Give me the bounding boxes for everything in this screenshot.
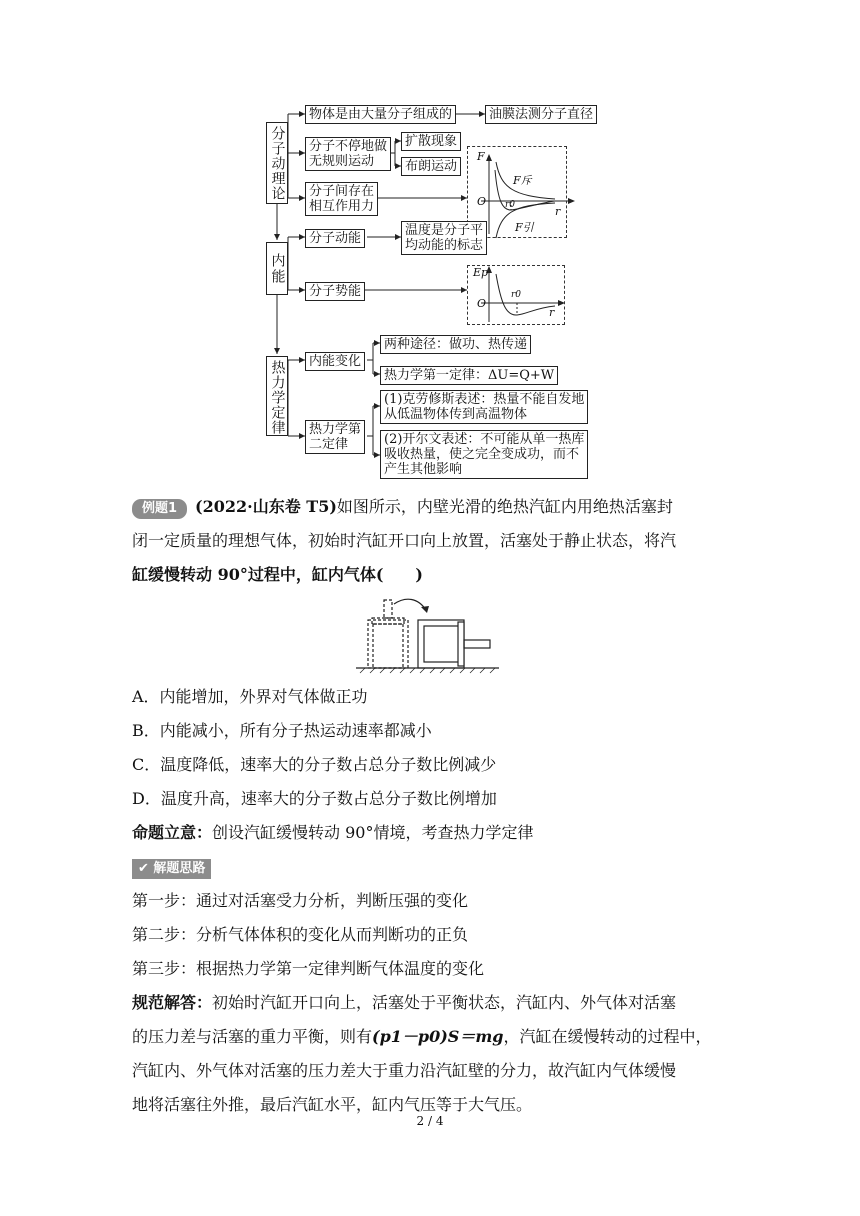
step-3: 第三步：根据热力学第一定律判断气体温度的变化 bbox=[132, 959, 485, 978]
answer-line-1: 规范解答：初始时汽缸开口向上，活塞处于平衡状态，汽缸内、外气体对活塞 bbox=[132, 993, 677, 1012]
step-1: 第一步：通过对活塞受力分析，判断压强的变化 bbox=[132, 891, 469, 910]
node-diffusion: 扩散现象 bbox=[401, 132, 461, 151]
node-two-ways: 两种途径：做功、热传递 bbox=[380, 335, 531, 354]
stem-line-1: 例题1 (2022·山东卷 T5)如图所示，内壁光滑的绝热汽缸内用绝热活塞封 bbox=[132, 490, 738, 524]
node-label: 热力学定律 bbox=[269, 360, 286, 435]
cylinder-figure bbox=[354, 594, 504, 674]
knowledge-map bbox=[255, 98, 615, 477]
graph-label-Fatt: F引 bbox=[515, 221, 534, 234]
node-label: 内能 bbox=[269, 253, 286, 285]
page-number: 2 / 4 bbox=[416, 1114, 444, 1128]
node-second-law: 热力学第 二定律 bbox=[305, 420, 365, 454]
node-thermo-laws bbox=[266, 356, 288, 436]
graph-label-r: r bbox=[555, 205, 561, 218]
graph-label-Ep: Ep bbox=[473, 266, 489, 279]
answer-line-2: 的压力差与活塞的重力平衡，则有(p1－p0)S＝mg，汽缸在缓慢转动的过程中， bbox=[132, 1027, 712, 1046]
thinking-badge: ✔ 解题思路 bbox=[132, 859, 211, 879]
graph-label-F: F bbox=[477, 150, 485, 163]
graph-label-O: O bbox=[477, 297, 487, 310]
node-first-law: 热力学第一定律：ΔU=Q+W bbox=[380, 366, 558, 385]
thinking-header bbox=[132, 850, 738, 884]
node-many-molecules: 物体是由大量分子组成的 bbox=[305, 105, 456, 124]
graph-label-r: r bbox=[549, 306, 555, 319]
node-potential-energy: 分子势能 bbox=[305, 282, 365, 301]
option-d[interactable]: D．温度升高，速率大的分子数占总分子数比例增加 bbox=[132, 789, 497, 808]
node-brownian: 布朗运动 bbox=[401, 157, 461, 176]
example-stem bbox=[132, 490, 738, 592]
answer-line-3: 汽缸内、外气体对活塞的压力差大于重力沿汽缸壁的分力，故汽缸内气体缓慢 bbox=[132, 1061, 677, 1080]
node-molecular-theory bbox=[266, 122, 288, 204]
answer-equation: (p1－p0)S＝mg bbox=[372, 1027, 504, 1046]
node-temperature-indicator: 温度是分子平 均动能的标志 bbox=[401, 221, 487, 255]
node-random-motion: 分子不停地做 无规则运动 bbox=[305, 137, 391, 171]
node-kinetic-energy: 分子动能 bbox=[305, 229, 365, 248]
graph-label-r0: r0 bbox=[505, 200, 516, 210]
answer-line-4: 地将活塞往外推，最后汽缸水平，缸内气压等于大气压。 bbox=[132, 1095, 533, 1114]
step-2: 第二步：分析气体体积的变化从而判断功的正负 bbox=[132, 925, 469, 944]
option-b[interactable]: B．内能减小，所有分子热运动速率都减小 bbox=[132, 721, 432, 740]
node-kelvin: (2)开尔文表述：不可能从单一热库 吸收热量，使之完全变成功，而不 产生其他影响 bbox=[380, 430, 588, 479]
example-source: (2022·山东卷 T5) bbox=[195, 497, 337, 516]
option-c[interactable]: C．温度降低，速率大的分子数占总分子数比例减少 bbox=[132, 755, 497, 774]
node-internal-energy bbox=[266, 242, 288, 295]
option-a[interactable]: A．内能增加，外界对气体做正功 bbox=[132, 687, 368, 706]
intent: 命题立意：创设汽缸缓慢转动 90°情境，考查热力学定律 bbox=[132, 823, 534, 842]
options bbox=[132, 680, 738, 1122]
node-oil-film: 油膜法测分子直径 bbox=[485, 105, 597, 124]
stem-line-2: 闭一定质量的理想气体，初始时汽缸开口向上放置，活塞处于静止状态，将汽 bbox=[132, 531, 677, 550]
graph-label-Frep: F斥 bbox=[513, 174, 532, 187]
node-clausius: (1)克劳修斯表述：热量不能自发地 从低温物体传到高温物体 bbox=[380, 390, 588, 424]
node-label: 分子动理论 bbox=[269, 126, 286, 201]
stem-line-3: 缸缓慢转动 90°过程中，缸内气体( ) bbox=[132, 565, 423, 584]
graph-label-r0: r0 bbox=[511, 290, 522, 300]
example-badge: 例题1 bbox=[132, 499, 187, 519]
node-intermolecular-force: 分子间存在 相互作用力 bbox=[305, 182, 378, 216]
node-energy-change: 内能变化 bbox=[305, 352, 365, 371]
graph-label-O: O bbox=[477, 195, 487, 208]
